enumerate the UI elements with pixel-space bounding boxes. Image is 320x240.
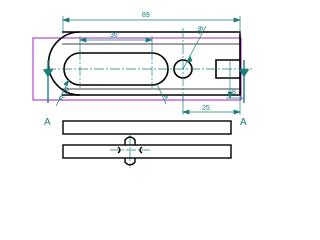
centerlines	[46, 28, 254, 168]
dimension-height-text: 8	[232, 89, 236, 96]
dimension-overall-length-text: 89	[142, 12, 150, 19]
section-label-right: A	[240, 117, 247, 128]
dimension-right-offset-text: 25	[202, 105, 210, 112]
side-view-part[interactable]	[63, 121, 231, 165]
dimension-hole-diameter-text: ⌀8	[195, 24, 206, 36]
top-view-part-outline	[49, 32, 241, 95]
dimension-small-leader[interactable]	[157, 84, 166, 104]
dimension-small-text: 4	[162, 94, 171, 101]
dimension-slot-radius-text: R 10	[58, 86, 72, 103]
dimension-slot-length-text: 36	[110, 32, 118, 39]
thin-edge-lines	[62, 44, 240, 89]
dimension-right-offset[interactable]	[183, 96, 240, 115]
section-label-left: A	[44, 117, 51, 128]
section-cut-line	[44, 60, 248, 103]
